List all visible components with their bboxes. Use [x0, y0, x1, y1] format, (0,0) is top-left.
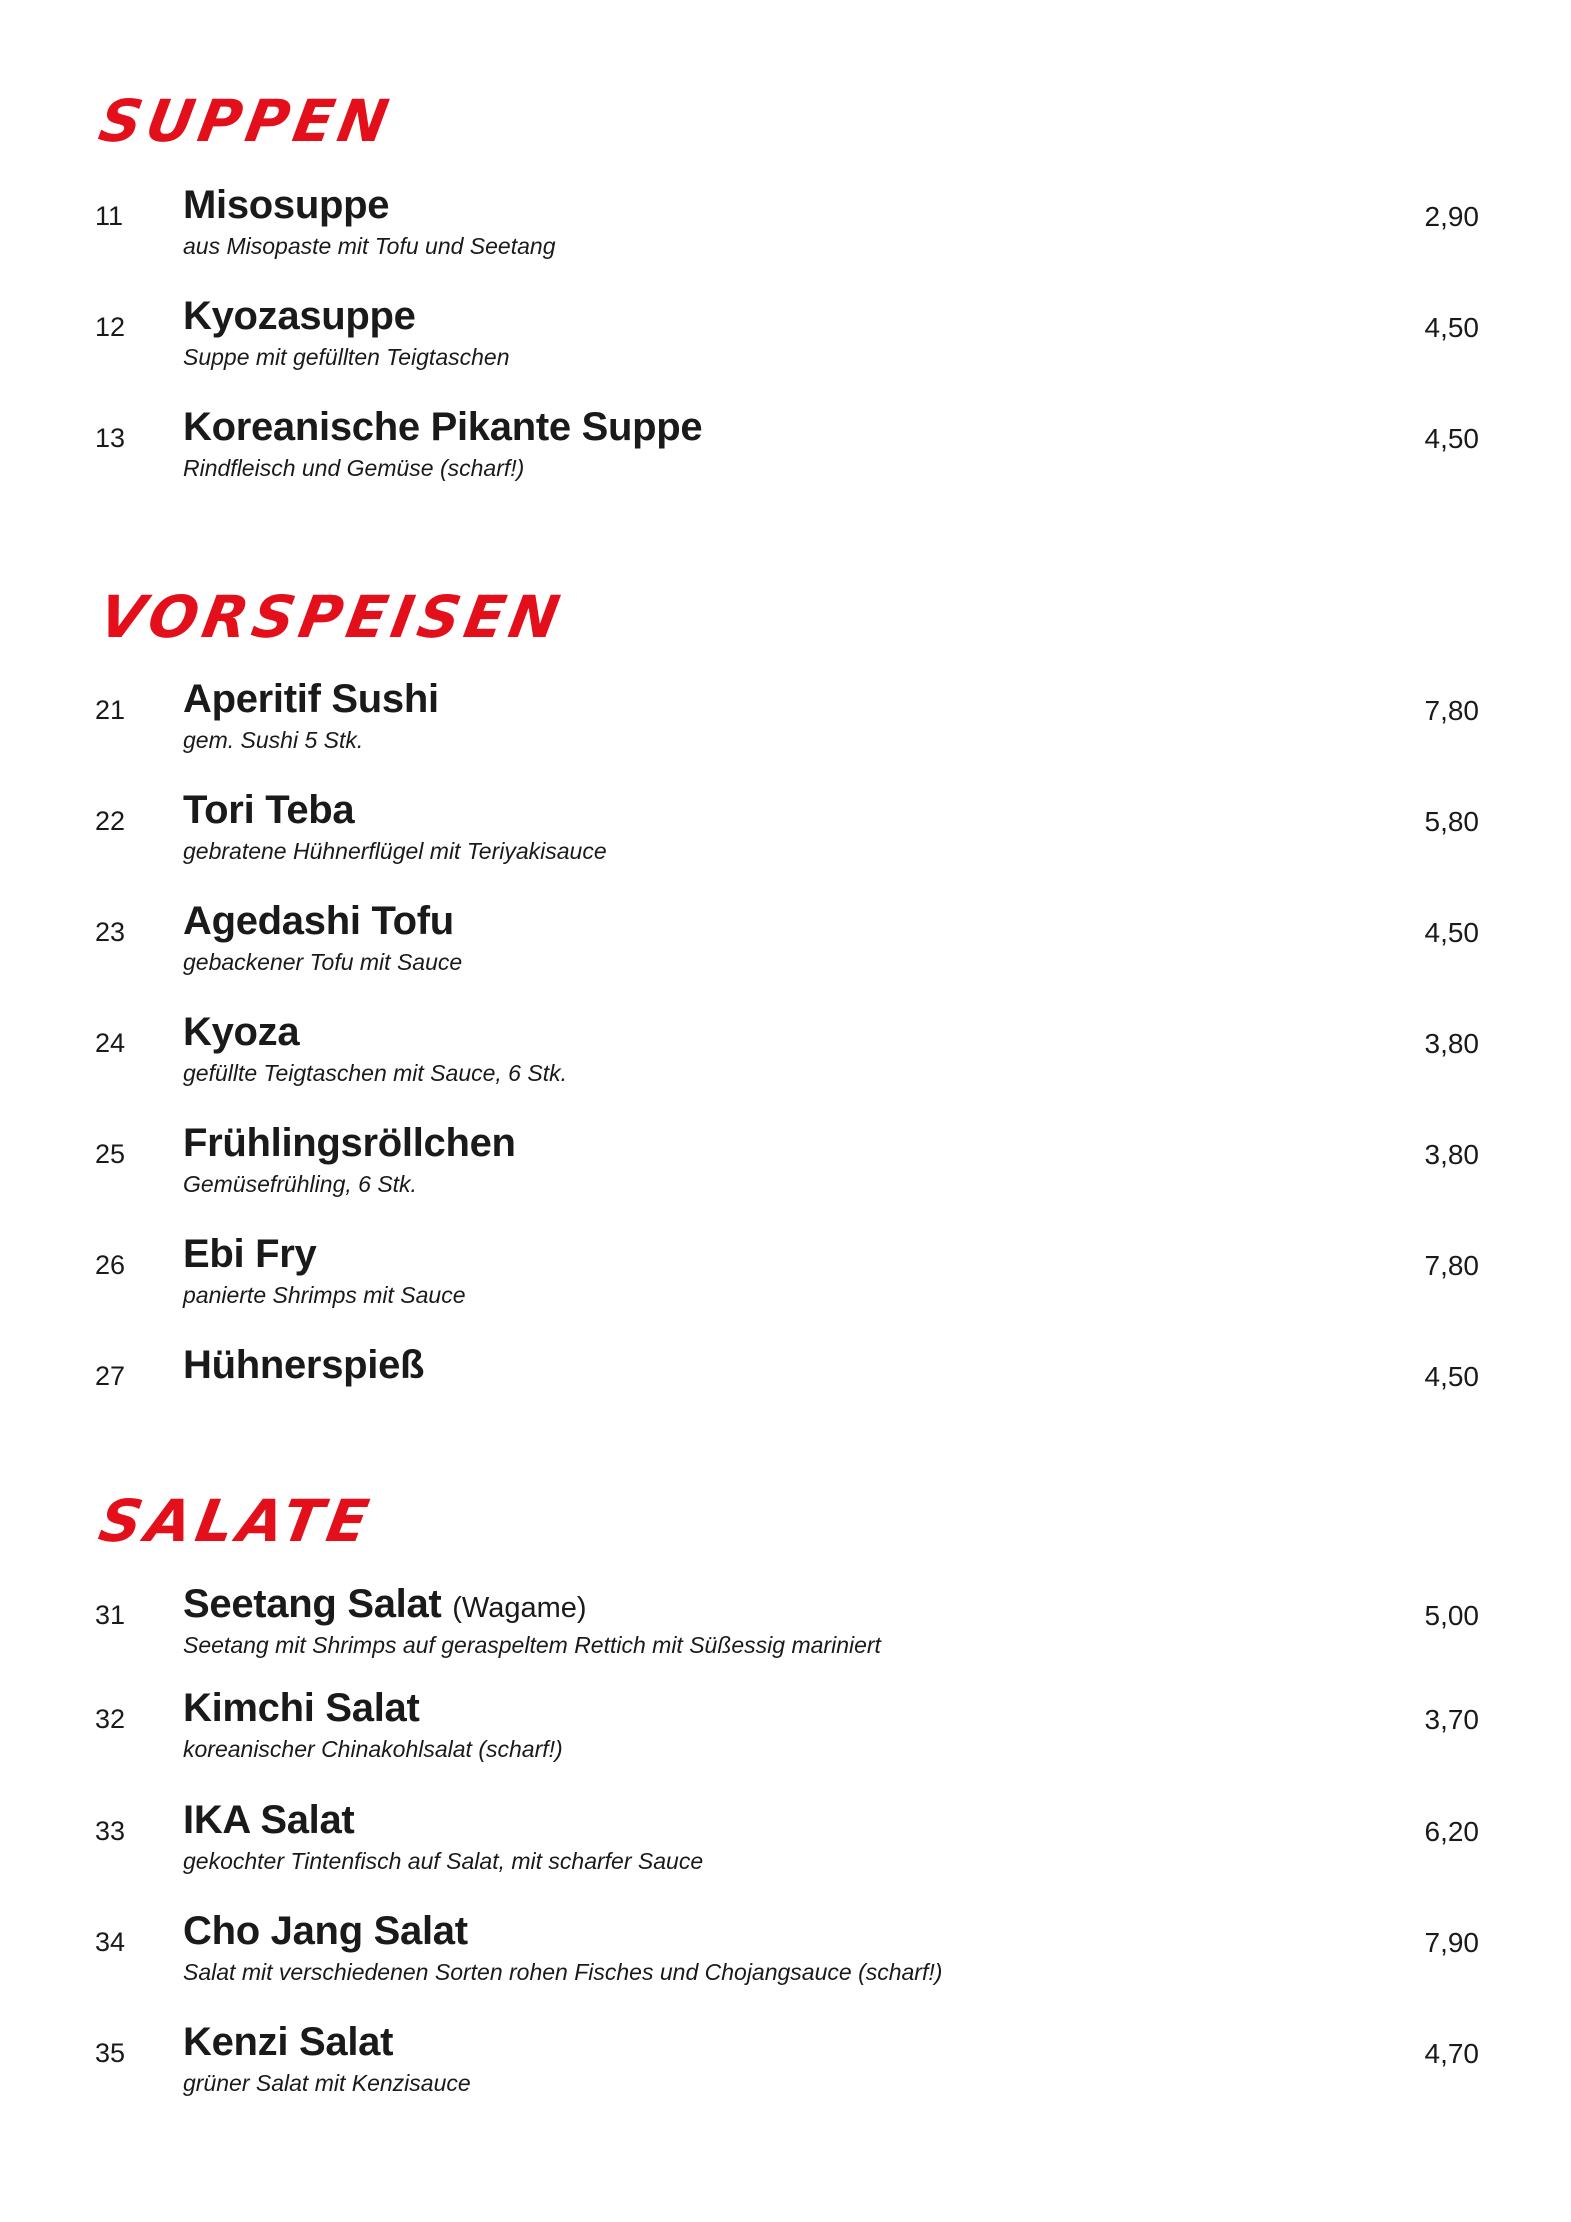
item-description: Rindfleisch und Gemüse (scharf!): [183, 455, 525, 481]
menu-item: [0, 1232, 1571, 1332]
item-name-text: Frühlingsröllchen: [183, 1121, 516, 1165]
item-number: 11: [95, 201, 124, 231]
item-price: 5,80: [1424, 806, 1479, 837]
item-name: [183, 1121, 516, 1165]
item-description: Seetang mit Shrimps auf geraspeltem Rettich mit Süßessig mariniert: [183, 1632, 881, 1658]
item-description: gefüllte Teigtaschen mit Sauce, 6 Stk.: [183, 1060, 567, 1086]
item-number: 13: [95, 423, 126, 453]
item-description: gem. Sushi 5 Stk.: [183, 727, 364, 753]
item-price: 7,90: [1424, 1927, 1479, 1958]
item-number: 35: [95, 2038, 126, 2068]
menu-item: [0, 1909, 1571, 2009]
item-price: 7,80: [1424, 695, 1479, 726]
item-price: 5,00: [1424, 1600, 1479, 1631]
item-description: gebackener Tofu mit Sauce: [183, 949, 463, 975]
item-price: 3,70: [1424, 1704, 1479, 1735]
menu-item: [0, 405, 1571, 505]
item-price: 4,50: [1424, 1361, 1479, 1392]
item-name-text: Tori Teba: [183, 788, 355, 832]
item-name: [183, 1010, 299, 1054]
item-price: 3,80: [1424, 1139, 1479, 1170]
item-name: [183, 1686, 419, 1730]
item-number: 34: [95, 1927, 126, 1957]
menu-item: [0, 1798, 1571, 1898]
item-number: 12: [95, 312, 126, 342]
item-name-text: Seetang Salat: [183, 1582, 442, 1626]
menu-item: [0, 1121, 1571, 1221]
item-description: Suppe mit gefüllten Teigtaschen: [183, 344, 510, 370]
item-description: Gemüsefrühling, 6 Stk.: [183, 1171, 417, 1197]
item-price: 6,20: [1424, 1816, 1479, 1847]
menu-item: [0, 899, 1571, 999]
item-name-text: Koreanische Pikante Suppe: [183, 405, 703, 449]
item-name: [183, 183, 389, 227]
item-name: [183, 677, 439, 721]
menu-item: [0, 1582, 1571, 1682]
item-description: grüner Salat mit Kenzisauce: [183, 2070, 471, 2096]
item-name-text: IKA Salat: [183, 1798, 355, 1842]
section-title: VORSPEISEN: [94, 583, 570, 651]
item-name: [183, 1232, 317, 1276]
item-description: panierte Shrimps mit Sauce: [183, 1282, 466, 1308]
item-description: gebratene Hühnerflügel mit Teriyakisauce: [183, 838, 607, 864]
item-note: (Wagame): [452, 1592, 587, 1624]
item-description: koreanischer Chinakohlsalat (scharf!): [183, 1736, 563, 1762]
section-title: SUPPEN: [94, 87, 399, 155]
item-name-text: Kyozasuppe: [183, 294, 416, 338]
item-number: 24: [95, 1028, 126, 1058]
menu-item: [0, 677, 1571, 777]
item-name-text: Kyoza: [183, 1010, 300, 1054]
item-name-text: Ebi Fry: [183, 1232, 317, 1276]
item-name: [183, 405, 702, 449]
section-title: SALATE: [94, 1487, 379, 1555]
item-description: gekochter Tintenfisch auf Salat, mit scharfer Sauce: [183, 1848, 704, 1874]
item-name: [183, 788, 354, 832]
menu-item: [0, 788, 1571, 888]
item-number: 31: [95, 1600, 126, 1630]
item-price: 3,80: [1424, 1028, 1479, 1059]
item-name-text: Agedashi Tofu: [183, 899, 454, 943]
item-name: [183, 1798, 354, 1842]
item-name-text: Aperitif Sushi: [183, 677, 439, 721]
menu-item: [0, 1010, 1571, 1110]
item-name-text: Kimchi Salat: [183, 1686, 420, 1730]
item-price: 4,50: [1424, 917, 1479, 948]
item-price: 4,50: [1424, 423, 1479, 454]
item-name: [183, 294, 416, 338]
item-number: 25: [95, 1139, 126, 1169]
item-name-text: Hühnerspieß: [183, 1343, 425, 1387]
item-price: 2,90: [1424, 201, 1479, 232]
item-price: 7,80: [1424, 1250, 1479, 1281]
item-name-text: Cho Jang Salat: [183, 1909, 468, 1953]
item-number: 21: [95, 695, 126, 725]
item-number: 26: [95, 1250, 126, 1280]
item-description: Salat mit verschiedenen Sorten rohen Fisches und Chojangsauce (scharf!): [183, 1959, 943, 1985]
item-description: aus Misopaste mit Tofu und Seetang: [183, 233, 556, 259]
menu-item: [0, 183, 1571, 283]
item-name: [183, 1582, 587, 1626]
item-number: 32: [95, 1704, 126, 1734]
item-name-text: Kenzi Salat: [183, 2020, 394, 2064]
item-name: [183, 1343, 424, 1387]
item-number: 23: [95, 917, 126, 947]
menu-item: [0, 294, 1571, 394]
menu-item: [0, 1343, 1571, 1443]
item-number: 33: [95, 1816, 126, 1846]
item-name: [183, 2020, 393, 2064]
item-price: 4,70: [1424, 2038, 1479, 2069]
item-number: 22: [95, 806, 126, 836]
item-name: [183, 899, 454, 943]
item-number: 27: [95, 1361, 126, 1391]
menu-item: [0, 1686, 1571, 1786]
item-name: [183, 1909, 468, 1953]
item-price: 4,50: [1424, 312, 1479, 343]
menu-item: [0, 2020, 1571, 2120]
item-name-text: Misosuppe: [183, 183, 390, 227]
